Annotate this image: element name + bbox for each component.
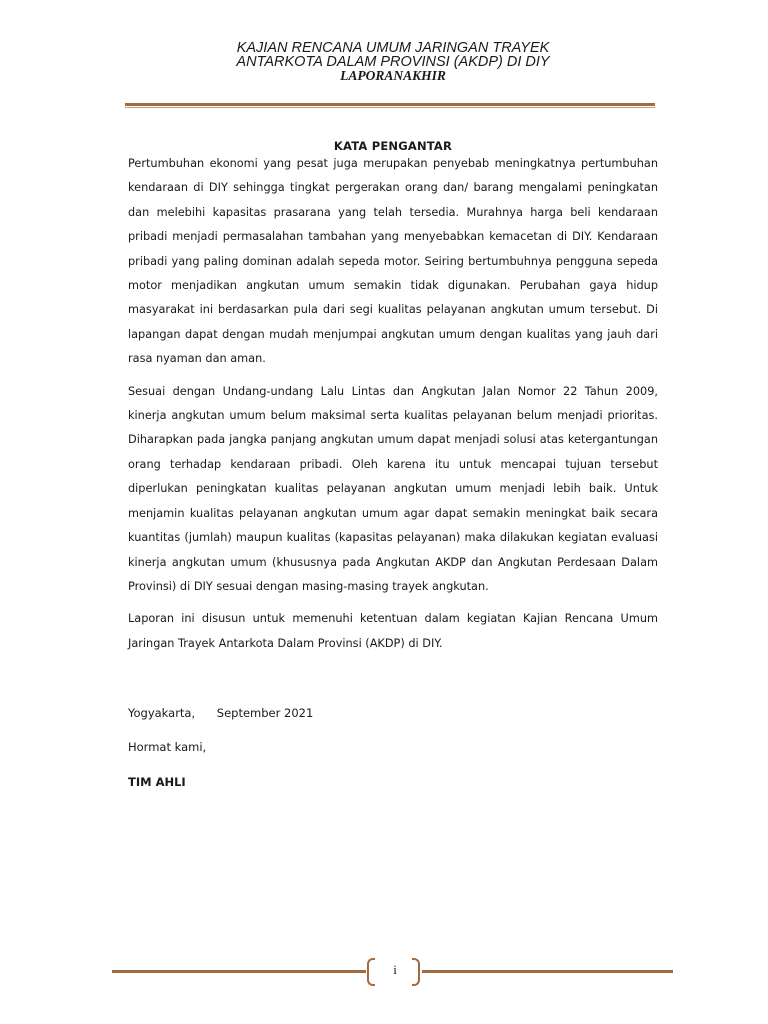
- place-date-line: [128, 706, 313, 720]
- date: September 2021: [216, 706, 314, 720]
- header-divider-thin: [125, 107, 655, 108]
- paragraph-1: Pertumbuhan ekonomi yang pesat juga merupakan penyebab meningkatnya pertumbuhan kendaraan di DIY sehingga tingkat pergerakan orang dan/ barang mengalami peningkatan dan melebihi kapasitas prasarana yang telah tersedia. Murahnya harga beli kendaraan pribadi menjadi permasalahan tambahan yang menyebabkan kemacetan di DIY. Kendaraan pribadi yang paling dominan adalah sepeda motor. Seiring bertumbuhnya pengguna sepeda motor menjadikan angkutan umum semakin tidak digunakan. Perubahan gaya hidup masyarakat ini berdasarkan pula dari segi kualitas pelayanan angkutan umum tersebut. Di lapangan dapat dengan mudah menjumpai angkutan umum dengan kualitas yang jauh dari rasa nyaman dan aman.: [128, 157, 658, 366]
- page-number: i: [393, 962, 397, 977]
- header-line-2: ANTARKOTA DALAM PROVINSI (AKDP) DI DIY: [236, 54, 550, 70]
- running-header: [0, 41, 768, 83]
- header-line-1: KAJIAN RENCANA UMUM JARINGAN TRAYEK: [236, 40, 550, 56]
- header-divider: [125, 103, 655, 106]
- section-title: KATA PENGANTAR: [333, 139, 453, 153]
- body-text: [128, 152, 658, 664]
- footer-divider-left: [112, 970, 366, 973]
- signatory: TIM AHLI: [128, 775, 186, 789]
- header-line-3: LAPORANAKHIR: [340, 68, 446, 83]
- paragraph-2: Sesuai dengan Undang-undang Lalu Lintas dan Angkutan Jalan Nomor 22 Tahun 2009, kinerja angkutan umum belum maksimal serta kualitas pelayanan belum menjadi prioritas. Diharapkan pada jangka panjang angkutan umum dapat menjadi solusi atas ketergantungan orang terhadap kendaraan pribadi. Oleh karena itu untuk mencapai tujuan tersebut diperlukan peningkatan kualitas pelayanan angkutan umum menjadi lebih baik. Untuk menjamin kualitas pelayanan angkutan umum agar dapat semakin meningkat baik secara kuantitas (jumlah) maupun kualitas (kapasitas pelayanan) maka dilakukan kegiatan evaluasi kinerja angkutan umum (khususnya pada Angkutan AKDP dan Angkutan Perdesaan Dalam Provinsi) di DIY sesuai dengan masing-masing trayek angkutan.: [128, 384, 658, 593]
- page-number-bracket-left-icon: [367, 958, 375, 986]
- place: Yogyakarta,: [128, 706, 196, 720]
- page-number-bracket-right-icon: [412, 958, 420, 986]
- paragraph-3: Laporan ini disusun untuk memenuhi ketentuan dalam kegiatan Kajian Rencana Umum Jaringan Trayek Antarkota Dalam Provinsi (AKDP) di DIY.: [128, 612, 658, 650]
- footer-divider-right: [422, 970, 673, 973]
- closing: Hormat kami,: [128, 740, 207, 754]
